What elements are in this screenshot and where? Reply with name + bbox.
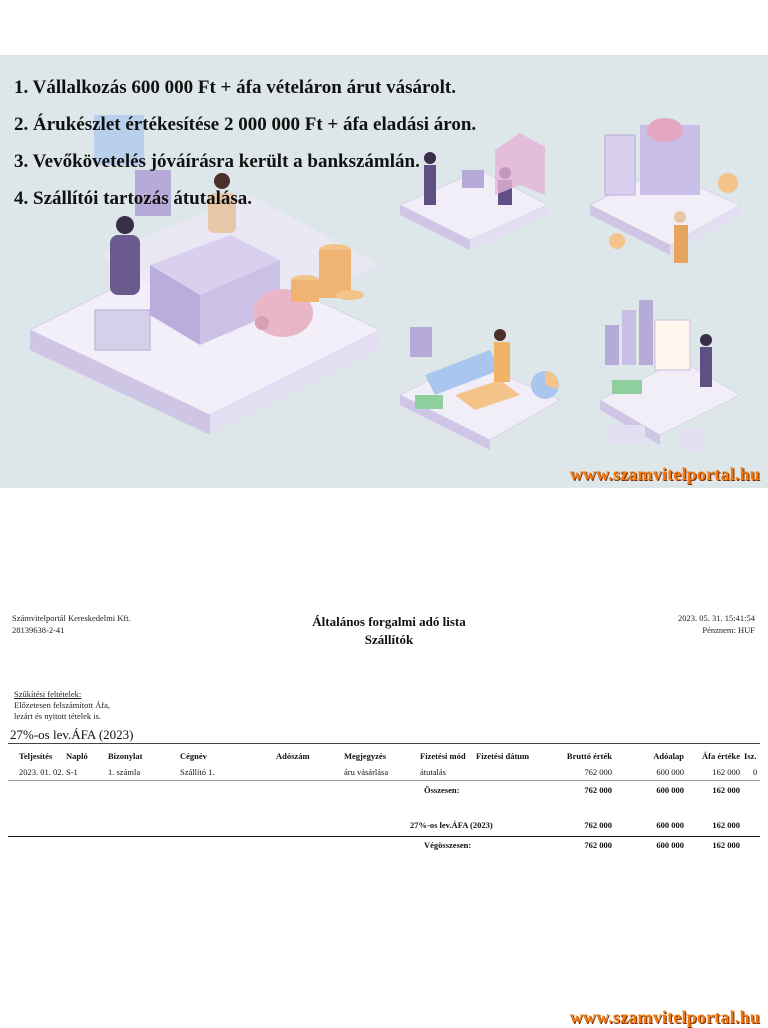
group-total-label: 27%-os lev.ÁFA (2023)	[410, 820, 493, 830]
task-item: 3. Vevőkövetelés jóváírásra került a bankszámlán.	[14, 151, 420, 172]
col-header-afa: Áfa értéke	[702, 751, 740, 761]
cell-bizonylat: 1. számla	[108, 767, 141, 777]
filter-line: Előzetesen felszámított Áfa,	[14, 700, 111, 710]
website-link[interactable]: www.szamvitelportal.hu	[569, 1007, 760, 1027]
report-datetime: 2023. 05. 31. 15:41:54	[678, 613, 755, 623]
filter-title: Szűkítési feltételek:	[14, 689, 82, 699]
divider	[8, 836, 760, 837]
cell-cegnev: Szállító 1.	[180, 767, 215, 777]
cell-teljesites: 2023. 01. 02.	[19, 767, 64, 777]
col-header-fizetesi-mod: Fizetési mód	[420, 751, 466, 761]
grand-total-adoalap: 600 000	[656, 840, 684, 850]
total-adoalap: 600 000	[656, 785, 684, 795]
filter-conditions	[14, 689, 110, 722]
group-title: 27%-os lev.ÁFA (2023)	[10, 727, 134, 742]
report-currency: Pénznem: HUF	[702, 625, 755, 635]
task-item: 1. Vállalkozás 600 000 Ft + áfa vételáron árut vásárolt.	[14, 77, 456, 98]
cell-brutto: 762 000	[584, 767, 612, 777]
col-header-naplo: Napló	[66, 751, 88, 761]
report-heading	[0, 613, 768, 649]
company-name: Számvitelportál Kereskedelmi Kft.	[12, 613, 131, 623]
report-meta	[678, 612, 755, 636]
website-link[interactable]: www.szamvitelportal.hu	[569, 464, 760, 484]
col-header-megjegyzes: Megjegyzés	[344, 751, 387, 761]
tax-number: 28139638-2-41	[12, 625, 65, 635]
total-afa: 162 000	[712, 785, 740, 795]
group-total-brutto: 762 000	[584, 820, 612, 830]
slide-tasks	[0, 55, 768, 488]
cell-afa: 162 000	[712, 767, 740, 777]
grand-total-afa: 162 000	[712, 840, 740, 850]
report-subtitle: Szállítók	[364, 632, 414, 647]
grand-total-brutto: 762 000	[584, 840, 612, 850]
col-header-adoalap: Adóalap	[653, 751, 684, 761]
task-item: 4. Szállítói tartozás átutalása.	[14, 188, 253, 209]
col-header-brutto: Bruttó érték	[566, 751, 612, 761]
cell-megjegyzes: áru vásárlása	[344, 767, 389, 777]
col-header-adoszam: Adószám	[276, 751, 310, 761]
col-header-teljesites: Teljesítés	[19, 751, 53, 761]
cell-isz: 0	[753, 767, 758, 777]
col-header-cegnev: Cégnév	[180, 751, 207, 761]
total-brutto: 762 000	[584, 785, 612, 795]
cell-fizetesi-mod: átutalás	[420, 767, 446, 777]
cell-naplo: S-1	[66, 767, 78, 777]
divider	[8, 780, 760, 781]
group-total-adoalap: 600 000	[656, 820, 684, 830]
col-header-bizonylat: Bizonylat	[108, 751, 143, 761]
slide-vat-report	[0, 600, 768, 1027]
total-label: Összesen:	[424, 785, 460, 795]
col-header-fizetesi-datum: Fizetési dátum	[476, 751, 530, 761]
divider	[8, 743, 760, 744]
report-title: Általános forgalmi adó lista	[312, 614, 466, 629]
col-header-isz: Isz.	[744, 751, 757, 761]
filter-line: lezárt és nyitott tételek is.	[14, 711, 102, 721]
task-item: 2. Árukészlet értékesítése 2 000 000 Ft + áfa eladási áron.	[14, 114, 477, 135]
grand-total-label: Végösszesen:	[424, 840, 472, 850]
task-list	[14, 77, 476, 225]
cell-adoalap: 600 000	[656, 767, 684, 777]
group-total-afa: 162 000	[712, 820, 740, 830]
